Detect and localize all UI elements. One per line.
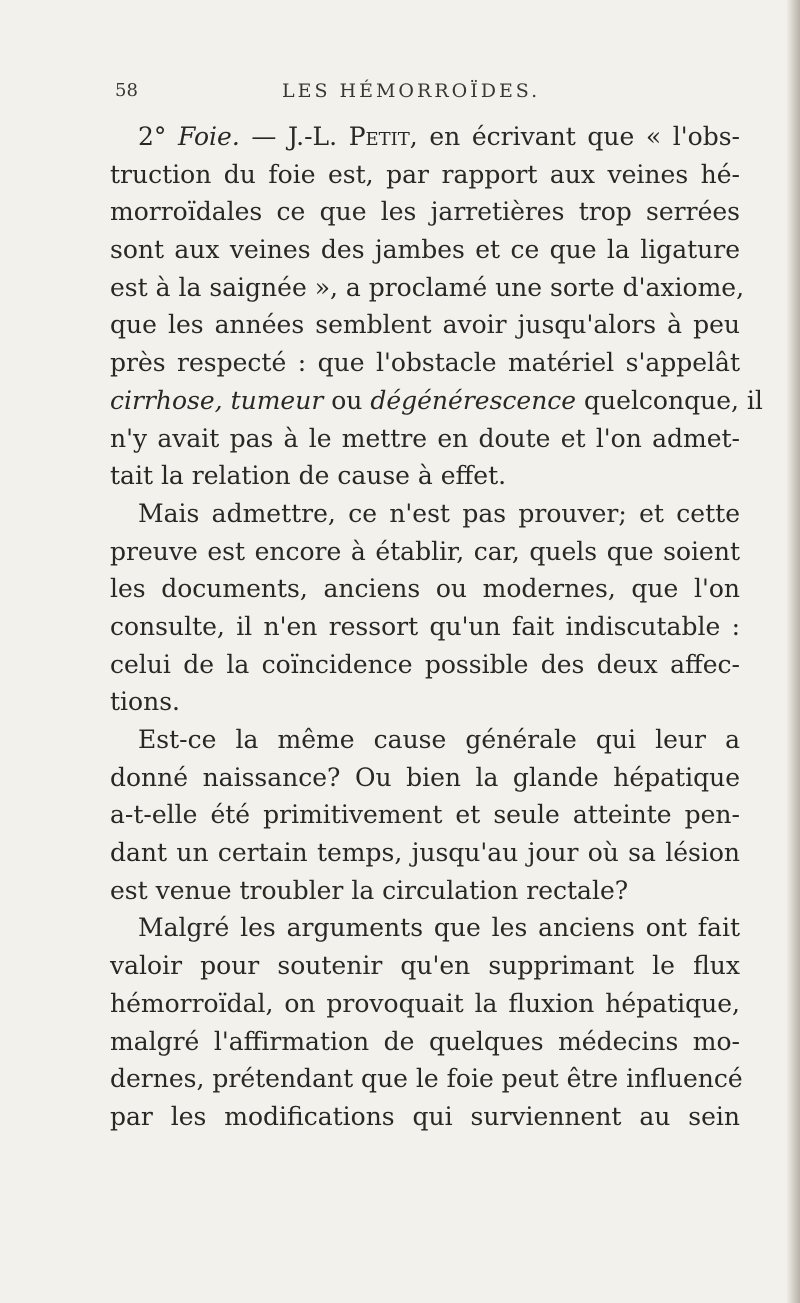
text-segment: 2° [138,122,179,151]
small-caps-name: Petit [348,122,410,151]
text-line [110,306,740,344]
italic-text: dégénérescence [370,385,577,415]
text-segment: sont aux veines des jambes et ce que la ligature [110,235,740,265]
text-line [110,909,740,947]
text-segment: a-t-elle été primitivement et seule atteinte pen- [110,800,740,830]
italic-text: Foie. [178,122,240,151]
text-line [110,495,740,533]
text-line [110,1098,740,1136]
text-line [110,872,740,910]
text-line [110,947,740,985]
text-line [110,985,740,1023]
text-line [110,156,740,194]
body-text [110,118,763,1136]
text-segment: consulte, il n'en ressort qu'un fait indiscutable : [110,611,740,641]
text-segment: Est-ce la même cause générale qui leur a [138,725,740,754]
text-line [110,1060,743,1098]
text-segment: près respecté : que l'obstacle matériel s'appelât [110,348,740,378]
text-segment: n'y avait pas à le mettre en doute et l'on admet- [110,423,740,453]
text-line [110,457,740,495]
page-edge-shadow [786,0,800,1303]
text-line [110,721,740,759]
text-segment: que les années semblent avoir jusqu'alors à peu [110,310,740,340]
text-segment: dant un certain temps, jusqu'au jour où sa lésion [110,838,740,868]
text-segment: quelconque, il [576,385,763,415]
text-line [110,796,740,834]
text-segment: hémorroïdal, on provoquait la fluxion hépatique, [110,988,740,1018]
text-segment: dernes, prétendant que le foie peut être influencé [110,1064,743,1094]
page-header [115,80,715,110]
text-line [110,683,740,721]
text-line [110,193,740,231]
text-segment: , en écrivant que « l'obs- [409,122,741,151]
text-line [110,231,740,269]
text-segment: tions. [110,687,180,717]
text-line [110,1023,740,1061]
text-line [110,269,745,307]
text-line [110,382,763,420]
text-segment: donné naissance? Ou bien la glande hépatique [110,762,740,792]
text-segment: les documents, anciens ou modernes, que l'on [110,574,740,604]
text-line [110,533,740,571]
text-line [110,344,740,382]
text-segment: celui de la coïncidence possible des deux affec- [110,649,740,679]
text-line [110,608,740,646]
text-line [110,420,740,458]
text-segment: par les modifications qui surviennent au sein [110,1101,740,1131]
text-segment: est à la saignée », a proclamé une sorte d'axiome, [110,272,745,302]
italic-text: cirrhose, tumeur [110,385,324,415]
text-segment: morroïdales ce que les jarretières trop serrées [110,197,740,227]
text-line [110,759,740,797]
text-segment: ou [323,385,371,415]
running-title: LES HÉMORROÏDES. [282,80,541,102]
text-segment: Malgré les arguments que les anciens ont fait [138,913,740,943]
text-segment: tait la relation de cause à effet. [110,461,507,491]
text-segment: valoir pour soutenir qu'en supprimant le flux [110,951,740,981]
page-number: 58 [115,80,138,101]
text-segment: truction du foie est, par rapport aux veines hé- [110,159,740,189]
text-line [110,570,740,608]
text-segment: Mais admettre, ce n'est pas prouver; et cette [138,498,740,528]
text-line [110,834,740,872]
text-segment: malgré l'affirmation de quelques médecins mo- [110,1026,740,1056]
text-segment: — J.-L. [239,122,349,151]
text-segment: preuve est encore à établir, car, quels que soient [110,536,740,566]
text-line [110,118,740,156]
text-segment: est venue troubler la circulation rectale? [110,875,629,905]
text-line [110,646,740,684]
